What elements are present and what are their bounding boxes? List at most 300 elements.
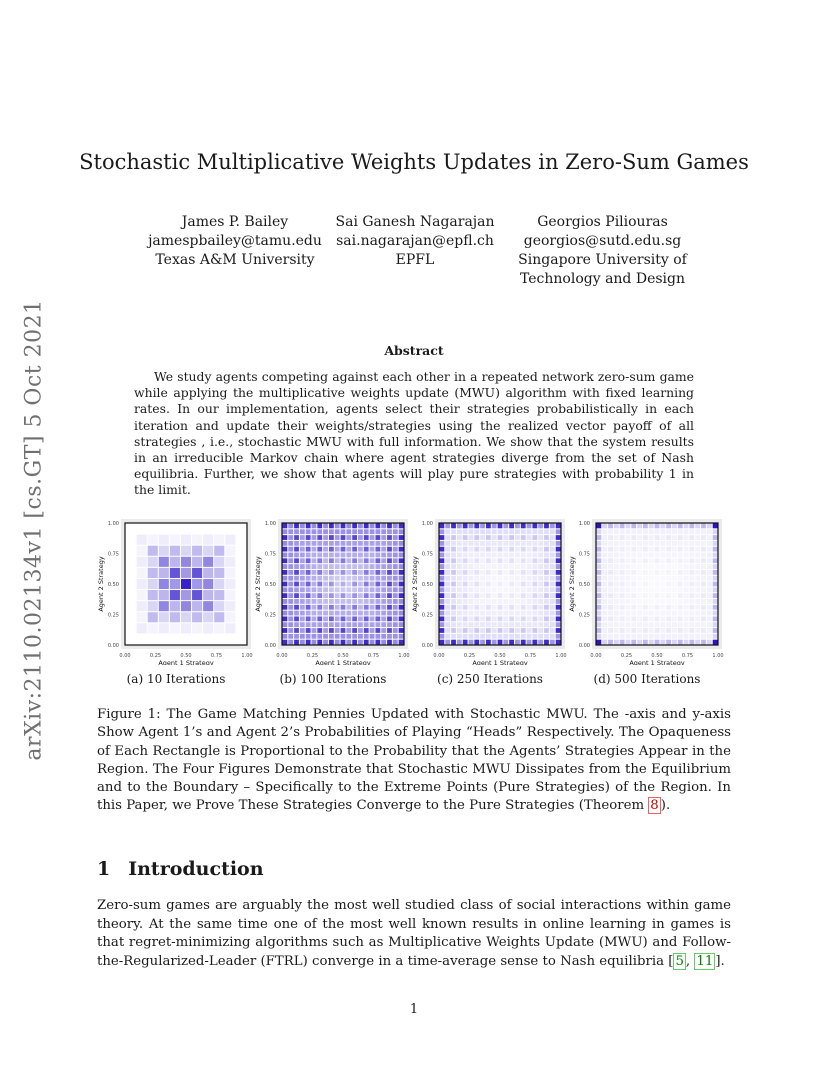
heatmap-cell — [498, 564, 503, 569]
heatmap-cell — [214, 546, 224, 556]
heatmap-cell — [463, 605, 468, 610]
heatmap-cell — [620, 564, 625, 569]
heatmap-cell — [203, 557, 213, 567]
heatmap-cell — [620, 593, 625, 598]
heatmap-cell — [626, 524, 631, 529]
heatmap-cell — [486, 587, 491, 592]
heatmap-cell — [532, 634, 537, 639]
heatmap-cell — [225, 557, 235, 567]
heatmap-cell — [300, 587, 305, 592]
heatmap-cell — [614, 582, 619, 587]
heatmap-cell — [637, 593, 642, 598]
heatmap-cell — [451, 605, 456, 610]
x-axis-label: Agent 1 Strategy — [315, 659, 371, 665]
y-tick-label: 0.50 — [578, 582, 590, 588]
heatmap-cell — [509, 616, 514, 621]
heatmap-cell — [597, 622, 602, 627]
heatmap-cell — [352, 622, 357, 627]
heatmap-cell — [486, 541, 491, 546]
heatmap-cell — [707, 570, 712, 575]
heatmap-cell — [492, 553, 497, 558]
heatmap-cell — [370, 547, 375, 552]
heatmap-cell — [597, 605, 602, 610]
heatmap-cell — [469, 524, 474, 529]
heatmap-cell — [381, 564, 386, 569]
heatmap-cell — [283, 541, 288, 546]
heatmap-cell — [532, 564, 537, 569]
heatmap-cell — [387, 570, 392, 575]
heatmap-cell — [521, 616, 526, 621]
heatmap-cell — [498, 582, 503, 587]
heatmap-cell — [294, 605, 299, 610]
heatmap-cell — [556, 599, 561, 604]
heatmap-cell — [498, 529, 503, 534]
heatmap-cell — [192, 612, 202, 622]
heatmap-cell — [620, 611, 625, 616]
heatmap-cell — [341, 587, 346, 592]
heatmap-cell — [288, 541, 293, 546]
x-axis-label: Agent 1 Strategy — [158, 659, 214, 665]
heatmap-cell — [317, 524, 322, 529]
heatmap-cell — [713, 529, 718, 534]
heatmap-cell — [701, 558, 706, 563]
heatmap-cell — [283, 593, 288, 598]
heatmap-cell — [544, 587, 549, 592]
author-affiliation: EPFL — [395, 252, 435, 268]
heatmap-cell — [614, 570, 619, 575]
heatmap-cell — [381, 547, 386, 552]
heatmap-cell — [469, 587, 474, 592]
heatmap-cell — [666, 616, 671, 621]
heatmap-cell — [637, 628, 642, 633]
heatmap-cell — [341, 593, 346, 598]
heatmap-cell — [631, 593, 636, 598]
y-tick-label: 0.00 — [107, 643, 119, 649]
heatmap-cell — [503, 535, 508, 540]
heatmap-cell — [631, 547, 636, 552]
heatmap-cell — [695, 547, 700, 552]
heatmap-cell — [678, 599, 683, 604]
heatmap-cell — [306, 593, 311, 598]
heatmap-cell — [399, 529, 404, 534]
heatmap-cell — [346, 570, 351, 575]
heatmap-cell — [532, 582, 537, 587]
heatmap-cell — [538, 587, 543, 592]
heatmap-cell — [469, 547, 474, 552]
heatmap-cell — [288, 616, 293, 621]
heatmap-cell — [137, 601, 147, 611]
heatmap-cell — [620, 634, 625, 639]
heatmap-cell — [364, 529, 369, 534]
heatmap-cell — [358, 524, 363, 529]
heatmap-cell — [341, 628, 346, 633]
heatmap-cell — [317, 564, 322, 569]
heatmap-cell — [550, 576, 555, 581]
heatmap-cell — [509, 593, 514, 598]
heatmap-cell — [614, 628, 619, 633]
heatmap-cell — [480, 599, 485, 604]
heatmap-cell — [695, 558, 700, 563]
heatmap-cell — [329, 587, 334, 592]
heatmap-cell — [294, 524, 299, 529]
heatmap-cell — [457, 535, 462, 540]
heatmap-cell — [672, 576, 677, 581]
heatmap-cell — [370, 582, 375, 587]
heatmap-cell — [550, 524, 555, 529]
heatmap-cell — [509, 582, 514, 587]
heatmap-cell — [713, 616, 718, 621]
heatmap-cell — [637, 524, 642, 529]
heatmap-cell — [393, 564, 398, 569]
heatmap-cell — [689, 605, 694, 610]
heatmap-cell — [684, 616, 689, 621]
heatmap-cell — [649, 640, 654, 645]
heatmap-cell — [649, 541, 654, 546]
heatmap-cell — [498, 553, 503, 558]
heatmap-cell — [672, 628, 677, 633]
heatmap-cell — [323, 582, 328, 587]
heatmap-cell — [707, 529, 712, 534]
heatmap-cell — [498, 570, 503, 575]
author-email: georgios@sutd.edu.sg — [523, 233, 682, 249]
heatmap-cell — [655, 553, 660, 558]
heatmap-cell — [701, 611, 706, 616]
heatmap-cell — [352, 558, 357, 563]
heatmap-cell — [387, 524, 392, 529]
heatmap-cell — [608, 529, 613, 534]
heatmap-cell — [684, 640, 689, 645]
heatmap-cell — [469, 622, 474, 627]
heatmap-cell — [329, 640, 334, 645]
heatmap-cell — [312, 553, 317, 558]
subfigure-caption-b: (b) 100 Iterations — [279, 672, 387, 686]
heatmap-cell — [626, 634, 631, 639]
heatmap-cell — [631, 628, 636, 633]
heatmap-cell — [137, 590, 147, 600]
heatmap-cell — [649, 524, 654, 529]
heatmap-cell — [364, 570, 369, 575]
heatmap-cell — [649, 593, 654, 598]
heatmap-cell — [509, 628, 514, 633]
heatmap-cell — [678, 634, 683, 639]
heatmap-cell — [306, 564, 311, 569]
heatmap-cell — [300, 622, 305, 627]
heatmap-cell — [370, 622, 375, 627]
heatmap-cell — [203, 579, 213, 589]
heatmap-cell — [364, 587, 369, 592]
heatmap-cell — [614, 558, 619, 563]
heatmap-cell — [341, 547, 346, 552]
heatmap-cell — [701, 593, 706, 598]
heatmap-cell — [203, 623, 213, 633]
heatmap-cell — [203, 546, 213, 556]
heatmap-cell — [678, 611, 683, 616]
heatmap-cell — [608, 570, 613, 575]
heatmap-cell — [672, 611, 677, 616]
heatmap-cell — [660, 553, 665, 558]
heatmap-cell — [701, 524, 706, 529]
heatmap-cell — [689, 587, 694, 592]
heatmap-cell — [701, 616, 706, 621]
heatmap-cell — [556, 558, 561, 563]
heatmap-cell — [498, 547, 503, 552]
heatmap-cell — [387, 564, 392, 569]
heatmap-cell — [614, 587, 619, 592]
heatmap-cell — [335, 611, 340, 616]
heatmap-cell — [346, 622, 351, 627]
heatmap-cell — [370, 524, 375, 529]
heatmap-cell — [655, 640, 660, 645]
heatmap-cell — [457, 529, 462, 534]
heatmap-cell — [341, 576, 346, 581]
heatmap-cell — [341, 582, 346, 587]
heatmap-cell — [323, 529, 328, 534]
heatmap-cell — [614, 535, 619, 540]
heatmap-cell — [532, 541, 537, 546]
intro-text: Zero-sum games are arguably the most well studied class of social interactions within game theory. At the same time one of the most well known results in online learning in games is that regret-minimizing algorithms such as Multiplicative Weights Update (MWU) and Follow-the-Regularized-Leader (FTRL) converge in a time-average sense to Nash equilibria [ — [97, 898, 731, 969]
heatmap-cell — [492, 640, 497, 645]
heatmap-cell — [387, 622, 392, 627]
heatmap-cell — [469, 541, 474, 546]
heatmap-cell — [294, 553, 299, 558]
heatmap-cell — [672, 558, 677, 563]
citation-link[interactable]: 11 — [696, 953, 714, 969]
heatmap-cell — [170, 568, 180, 578]
heatmap-cell — [225, 612, 235, 622]
heatmap-cell — [329, 547, 334, 552]
heatmap-cell — [463, 599, 468, 604]
heatmap-cell — [498, 622, 503, 627]
heatmap-cell — [306, 529, 311, 534]
heatmap-cell — [655, 570, 660, 575]
heatmap-cell — [381, 529, 386, 534]
heatmap-cell — [341, 529, 346, 534]
heatmap-cell — [370, 611, 375, 616]
heatmap-cell — [503, 582, 508, 587]
heatmap-cell — [550, 605, 555, 610]
heatmap-cell — [358, 616, 363, 621]
heatmap-cell — [538, 605, 543, 610]
heatmap-cell — [346, 547, 351, 552]
heatmap-cell — [486, 634, 491, 639]
heatmap-cell — [713, 587, 718, 592]
heatmap-cell — [159, 557, 169, 567]
heatmap-cell — [300, 553, 305, 558]
x-tick-label: 0.25 — [463, 653, 476, 659]
y-axis-label: Agent 2 Strategy — [254, 556, 262, 612]
heatmap-cell — [192, 546, 202, 556]
x-tick-label: 0.00 — [433, 653, 445, 659]
heatmap-cell — [695, 529, 700, 534]
heatmap-cell — [312, 605, 317, 610]
heatmap-cell — [527, 616, 532, 621]
heatmap-cell — [684, 605, 689, 610]
heatmap-cell — [637, 599, 642, 604]
heatmap-cell — [381, 605, 386, 610]
heatmap-cell — [637, 611, 642, 616]
heatmap-cell — [550, 640, 555, 645]
heatmap-cell — [707, 605, 712, 610]
heatmap-cell — [521, 622, 526, 627]
heatmap-cell — [323, 599, 328, 604]
heatmap-cell — [457, 553, 462, 558]
heatmap-cell — [192, 590, 202, 600]
heatmap-cell — [509, 564, 514, 569]
heatmap-cell — [626, 599, 631, 604]
heatmap-cell — [312, 640, 317, 645]
heatmap-cell — [440, 576, 445, 581]
heatmap-cell — [550, 628, 555, 633]
heatmap-cell — [474, 553, 479, 558]
heatmap-cell — [170, 557, 180, 567]
heatmap-cell — [312, 587, 317, 592]
heatmap-cell — [666, 582, 671, 587]
heatmap-cell — [457, 558, 462, 563]
heatmap-cell — [288, 605, 293, 610]
heatmap-cell — [544, 640, 549, 645]
heatmap-cell — [323, 570, 328, 575]
heatmap-cell — [474, 605, 479, 610]
heatmap-cell — [375, 628, 380, 633]
heatmap-cell — [451, 622, 456, 627]
heatmap-cell — [486, 558, 491, 563]
heatmap-cell — [370, 628, 375, 633]
heatmap-cell — [532, 605, 537, 610]
heatmap-cell — [620, 524, 625, 529]
heatmap-cell — [306, 634, 311, 639]
heatmap-cell — [352, 547, 357, 552]
heatmap-cell — [521, 570, 526, 575]
heatmap-cell — [544, 547, 549, 552]
heatmap-cell — [602, 553, 607, 558]
heatmap-cell — [550, 611, 555, 616]
theorem-reference-link[interactable]: 8 — [650, 798, 659, 814]
heatmap-cell — [689, 634, 694, 639]
heatmap-cell — [335, 541, 340, 546]
heatmap-cell — [294, 529, 299, 534]
heatmap-cell — [358, 599, 363, 604]
heatmap-cell — [556, 553, 561, 558]
heatmap-cell — [655, 611, 660, 616]
heatmap-cell — [660, 570, 665, 575]
heatmap-cell — [440, 593, 445, 598]
heatmap-cell — [346, 553, 351, 558]
heatmap-cell — [445, 611, 450, 616]
heatmap-cell — [445, 547, 450, 552]
heatmap-cell — [381, 622, 386, 627]
heatmap-cell — [480, 616, 485, 621]
heatmap-cell — [317, 605, 322, 610]
heatmap-cell — [381, 558, 386, 563]
heatmap-cell — [655, 558, 660, 563]
heatmap-cell — [620, 570, 625, 575]
heatmap-cell — [445, 622, 450, 627]
heatmap-cell — [608, 541, 613, 546]
heatmap-cell — [370, 564, 375, 569]
heatmap-cell — [521, 605, 526, 610]
heatmap-cell — [364, 611, 369, 616]
heatmap-cell — [451, 524, 456, 529]
heatmap-cell — [631, 553, 636, 558]
heatmap-cell — [649, 582, 654, 587]
heatmap-cell — [440, 524, 445, 529]
heatmap-cell — [370, 640, 375, 645]
heatmap-cell — [649, 622, 654, 627]
heatmap-cell — [532, 640, 537, 645]
heatmap-cell — [602, 564, 607, 569]
heatmap-cell — [492, 564, 497, 569]
heatmap-cell — [597, 558, 602, 563]
heatmap-cell — [445, 576, 450, 581]
heatmap-cell — [689, 628, 694, 633]
heatmap-cell — [695, 570, 700, 575]
heatmap-cell — [399, 547, 404, 552]
heatmap-cell — [515, 622, 520, 627]
heatmap-cell — [492, 622, 497, 627]
heatmap-cell — [608, 582, 613, 587]
heatmap-cell — [631, 605, 636, 610]
heatmap-cell — [306, 628, 311, 633]
heatmap-cell — [294, 558, 299, 563]
x-tick-label: 0.00 — [119, 653, 131, 659]
heatmap-cell — [474, 628, 479, 633]
author-block-3 — [515, 213, 690, 289]
heatmap-cell — [387, 640, 392, 645]
heatmap-cell — [288, 640, 293, 645]
heatmap-cell — [294, 593, 299, 598]
heatmap-cell — [469, 634, 474, 639]
x-tick-label: 0.25 — [149, 653, 162, 659]
heatmap-cell — [358, 622, 363, 627]
heatmap-cell — [620, 622, 625, 627]
heatmap-cell — [597, 564, 602, 569]
heatmap-cell — [626, 570, 631, 575]
heatmap-cell — [544, 524, 549, 529]
heatmap-cell — [346, 616, 351, 621]
heatmap-cell — [515, 564, 520, 569]
heatmap-cell — [214, 612, 224, 622]
heatmap-cell — [492, 599, 497, 604]
heatmap-cell — [440, 541, 445, 546]
heatmap-cell — [300, 541, 305, 546]
y-tick-label: 1.00 — [578, 521, 590, 527]
heatmap-cell — [643, 529, 648, 534]
heatmap-cell — [538, 593, 543, 598]
heatmap-cell — [713, 541, 718, 546]
heatmap-cell — [509, 553, 514, 558]
heatmap-cell — [469, 599, 474, 604]
heatmap-cell — [532, 553, 537, 558]
heatmap-cell — [457, 547, 462, 552]
heatmap-cell — [701, 599, 706, 604]
heatmap-cell — [300, 570, 305, 575]
heatmap-cell — [445, 524, 450, 529]
heatmap-cell — [649, 535, 654, 540]
heatmap-cell — [288, 634, 293, 639]
citation-link[interactable]: 5 — [675, 953, 684, 969]
heatmap-cell — [463, 634, 468, 639]
heatmap-cell — [381, 524, 386, 529]
heatmap-cell — [329, 529, 334, 534]
heatmap-cell — [503, 616, 508, 621]
heatmap-cell — [649, 558, 654, 563]
heatmap-cell — [370, 558, 375, 563]
heatmap-cell — [451, 611, 456, 616]
heatmap-cell — [170, 623, 180, 633]
heatmap-cell — [364, 628, 369, 633]
heatmap-cell — [451, 582, 456, 587]
heatmap-cell — [713, 564, 718, 569]
